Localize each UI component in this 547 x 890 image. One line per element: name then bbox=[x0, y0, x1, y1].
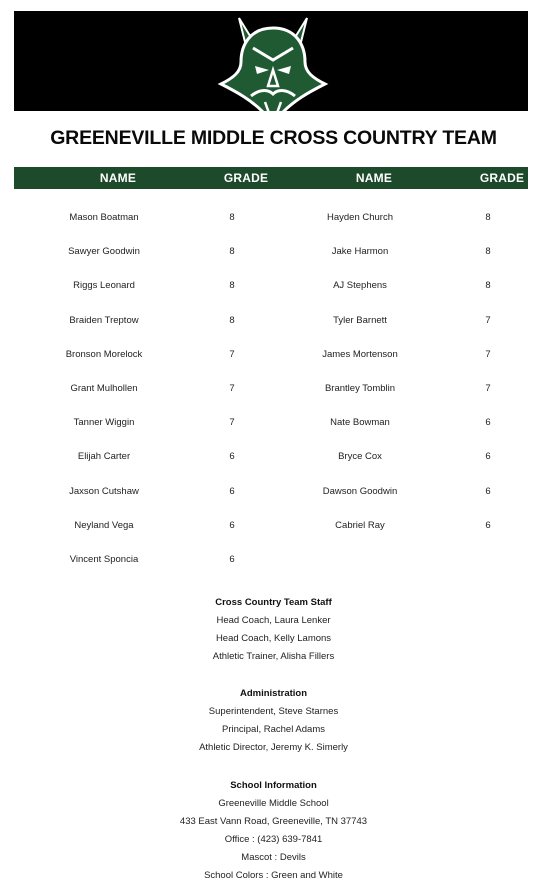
athlete-grade: 7 bbox=[229, 348, 235, 360]
staff-line: Head Coach, Laura Lenker bbox=[216, 615, 331, 626]
athlete-name: Cabriel Ray bbox=[335, 519, 385, 531]
athlete-name: AJ Stephens bbox=[333, 280, 387, 292]
athlete-grade: 7 bbox=[485, 314, 491, 326]
athlete-name: Nate Bowman bbox=[330, 417, 390, 429]
athlete-grade: 7 bbox=[229, 383, 235, 394]
athlete-name: Tyler Barnett bbox=[333, 314, 387, 326]
athlete-name: Braiden Treptow bbox=[69, 314, 139, 326]
athlete-name: Hayden Church bbox=[326, 212, 393, 223]
athlete-grade: 7 bbox=[485, 348, 491, 360]
table-row bbox=[0, 311, 547, 331]
table-row bbox=[0, 550, 547, 570]
school-info-line: 433 East Vann Road, Greeneville, TN 37743 bbox=[179, 816, 368, 827]
page-title: GREENEVILLE MIDDLE CROSS COUNTRY TEAM bbox=[50, 127, 497, 149]
devil-mascot-logo-icon bbox=[211, 14, 335, 111]
athlete-grade: 8 bbox=[229, 246, 235, 258]
table-row bbox=[0, 276, 547, 296]
name-column-header: NAME bbox=[99, 171, 137, 185]
athlete-name: Neyland Vega bbox=[74, 519, 134, 531]
athlete-name: James Mortenson bbox=[322, 348, 398, 360]
name-column-header: NAME bbox=[355, 171, 393, 185]
athlete-grade: 8 bbox=[229, 212, 235, 223]
staff-line: Head Coach, Kelly Lamons bbox=[215, 633, 332, 644]
athlete-name: Brantley Tomblin bbox=[324, 383, 396, 394]
roster-header-bar bbox=[14, 167, 528, 189]
table-row bbox=[0, 208, 547, 228]
school-info-line: Mascot : Devils bbox=[241, 852, 306, 863]
school-info-heading: School Information bbox=[230, 780, 317, 791]
school-info-line: Office : (423) 639-7841 bbox=[224, 834, 323, 845]
administration-line: Principal, Rachel Adams bbox=[222, 724, 325, 735]
table-row bbox=[0, 242, 547, 262]
athlete-name: Mason Boatman bbox=[69, 212, 139, 223]
administration-line: Athletic Director, Jeremy K. Simerly bbox=[199, 742, 348, 753]
athlete-name: Jake Harmon bbox=[331, 246, 389, 258]
table-row bbox=[0, 482, 547, 502]
staff-heading: Cross Country Team Staff bbox=[215, 597, 332, 608]
athlete-grade: 7 bbox=[229, 417, 235, 429]
grade-column-header: GRADE bbox=[479, 171, 525, 185]
athlete-name: Elijah Carter bbox=[77, 451, 131, 463]
table-row bbox=[0, 379, 547, 399]
school-info-line: Greeneville Middle School bbox=[218, 798, 329, 809]
athlete-name: Bronson Morelock bbox=[65, 348, 143, 360]
athlete-grade: 6 bbox=[485, 451, 491, 463]
athlete-grade: 7 bbox=[485, 383, 491, 394]
athlete-name: Dawson Goodwin bbox=[322, 485, 398, 497]
school-info-section bbox=[0, 777, 547, 885]
administration-section bbox=[0, 685, 547, 757]
athlete-grade: 8 bbox=[229, 314, 235, 326]
table-row bbox=[0, 413, 547, 433]
athlete-grade: 6 bbox=[229, 485, 235, 497]
table-row bbox=[0, 345, 547, 365]
athlete-name: Tanner Wiggin bbox=[73, 417, 135, 429]
athlete-name: Sawyer Goodwin bbox=[68, 246, 140, 258]
athlete-name: Riggs Leonard bbox=[73, 280, 135, 292]
athlete-grade: 6 bbox=[229, 451, 235, 463]
athlete-grade: 8 bbox=[229, 280, 235, 292]
athlete-grade: 8 bbox=[485, 246, 491, 258]
athlete-grade: 6 bbox=[229, 519, 235, 531]
header-banner bbox=[14, 11, 528, 111]
athlete-grade: 6 bbox=[485, 519, 491, 531]
administration-line: Superintendent, Steve Starnes bbox=[208, 706, 339, 717]
table-row bbox=[0, 516, 547, 536]
athlete-grade: 6 bbox=[485, 485, 491, 497]
athlete-name: Jaxson Cutshaw bbox=[69, 485, 139, 497]
athlete-grade: 8 bbox=[485, 212, 491, 223]
athlete-grade: 6 bbox=[485, 417, 491, 429]
athlete-name: Vincent Sponcia bbox=[69, 554, 139, 565]
staff-line: Athletic Trainer, Alisha Fillers bbox=[212, 651, 335, 662]
table-row bbox=[0, 447, 547, 467]
staff-section bbox=[0, 594, 547, 666]
athlete-name: Bryce Cox bbox=[338, 451, 382, 463]
grade-column-header: GRADE bbox=[223, 171, 269, 185]
school-info-line: School Colors : Green and White bbox=[204, 870, 343, 881]
athlete-grade: 6 bbox=[229, 554, 235, 565]
administration-heading: Administration bbox=[239, 688, 308, 699]
athlete-name: Grant Mulhollen bbox=[70, 383, 138, 394]
athlete-grade: 8 bbox=[485, 280, 491, 292]
